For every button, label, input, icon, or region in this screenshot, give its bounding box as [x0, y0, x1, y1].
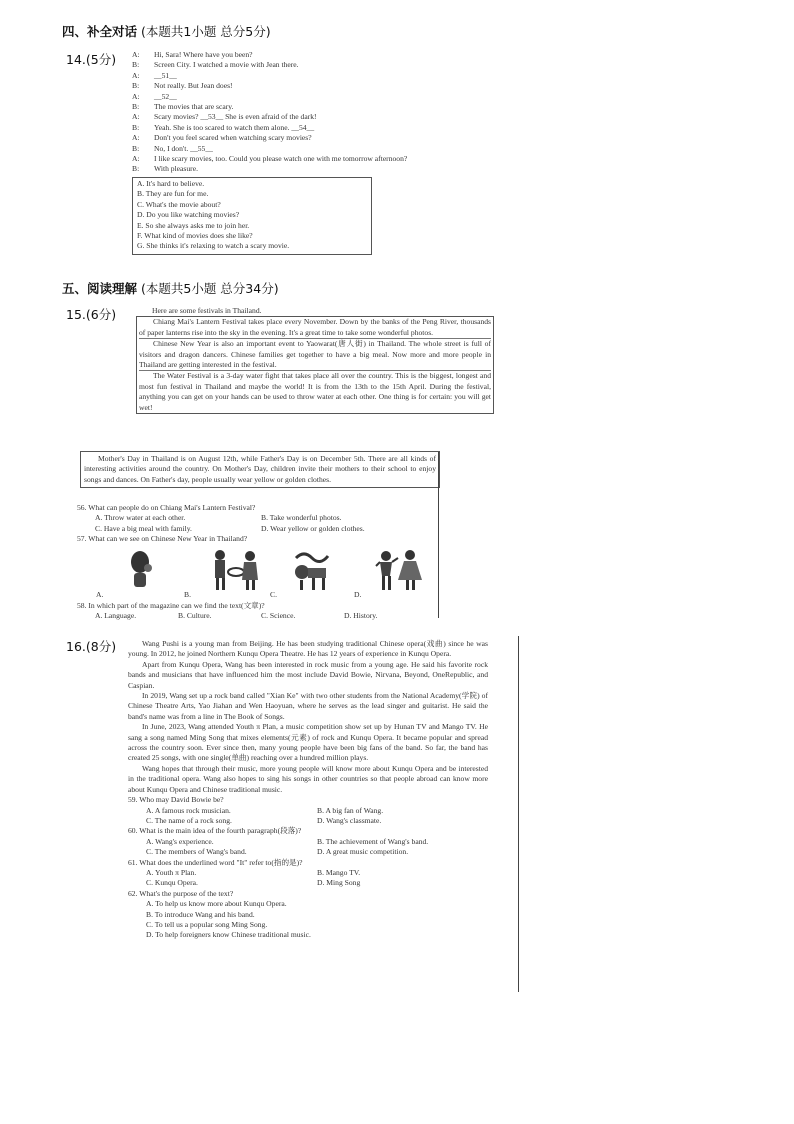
option-item: C. To tell us a popular song Ming Song. [146, 919, 268, 929]
option-item: B. A big fan of Wang. [317, 805, 384, 815]
q15-intro: Here are some festivals in Thailand. [152, 306, 262, 315]
option-item: B. Mango TV. [317, 867, 361, 877]
dialogue-line: B: With pleasure. [132, 164, 198, 174]
q15-mothers-day-box [80, 451, 440, 488]
dancers-picture-icon [372, 548, 426, 592]
passage-paragraph: In 2019, Wang set up a rock band called "Xian Ke" with two other students from the National Academy(学院) of Chinese Theatre Arts, Yao Jiahan and Wen Haoyuan, where he serves as the lead singer and guitarist. He said the band's name was from a line in The Book of Songs. [128, 691, 488, 721]
passage-paragraph: Chinese New Year is also an important event to Yaowarat(唐人街) in Thailand. The whole street is full of visitors and dragon dancers. Chinese families get together to have a big meal. Now more and more people in Thailand are getting interested in the festival. [139, 339, 491, 371]
q15-label: 15.(6分) [66, 307, 117, 322]
question-text: 58. In which part of the magazine can we find the text(文章)? [77, 601, 265, 610]
q56-block [77, 503, 427, 545]
option-letter: A. [96, 590, 104, 599]
option-item: D. To help foreigners know Chinese traditional music. [146, 930, 311, 940]
section5-heading [62, 279, 279, 297]
dialogue-line: A: __52__ [132, 91, 177, 101]
section4-heading [62, 22, 271, 40]
option-item: D. Ming Song [317, 878, 361, 888]
question-text: 59. Who may David Bowie be? [128, 795, 224, 805]
dialogue-line: B: No, I don't. __55__ [132, 143, 213, 153]
lantern-picture-icon [120, 548, 160, 592]
option-item: D. Do you like watching movies? [137, 210, 240, 220]
q16-label: 16.(8分) [66, 639, 117, 654]
option-item: D. History. [344, 611, 378, 621]
dialogue-line: B: Screen City. I watched a movie with Jean there. [132, 60, 299, 70]
q14-dialogue [132, 50, 492, 175]
q14-options-box [132, 177, 372, 255]
passage-paragraph: The Water Festival is a 3-day water fight that takes place all over the country. This is the biggest, longest and most fun festival in Thailand and maybe the world! It is from the 13th to the 15th April. During the festival, anything you can get on your hands can be used to throw water at each other. One thing is for certain: you will get wet! [139, 371, 491, 412]
dialogue-line: A: Hi, Sara! Where have you been? [132, 50, 253, 59]
question-text: 60. What is the main idea of the fourth paragraph(段落)? [128, 826, 302, 836]
option-item: B. The achievement of Wang's band. [317, 836, 429, 846]
q14-label: 14.(5分) [66, 52, 117, 67]
option-item: A. Youth π Plan. [146, 867, 197, 877]
section5-title: 五、阅读理解 [62, 281, 138, 296]
passage-paragraph: Chiang Mai's Lantern Festival takes place every November. Down by the banks of the Peng River, thousands of paper lanterns rise into the sky in the evening. It's a great time to take some wonderful photos. [139, 317, 491, 339]
option-item: A. To help us know more about Kunqu Opera. [146, 899, 287, 909]
option-item: A. Wang's experience. [146, 836, 214, 846]
option-item: D. Wang's classmate. [317, 815, 382, 825]
dialogue-line: A: I like scary movies, too. Could you please watch one with me tomorrow afternoon? [132, 154, 408, 164]
question-text: 57. What can we see on Chinese New Year in Thailand? [77, 534, 248, 544]
option-item: C. The name of a rock song. [146, 815, 232, 825]
question-text: 62. What's the purpose of the text? [128, 888, 234, 898]
question-text: 61. What does the underlined word "It" refer to(指的是)? [128, 857, 303, 867]
option-letter: B. [184, 590, 191, 599]
dialogue-line: A: __51__ [132, 70, 177, 80]
option-item: C. Have a big meal with family. [95, 523, 192, 533]
q15-passage [136, 306, 494, 414]
section5-sub: (本题共5小题 总分34分) [141, 281, 279, 296]
option-item: B. Culture. [178, 611, 212, 621]
dialogue-line: A: Don't you feel scared when watching scary movies? [132, 133, 312, 143]
section4-sub: (本题共1小题 总分5分) [141, 24, 271, 39]
option-item: C. Kunqu Opera. [146, 878, 198, 888]
option-item: E. So she always asks me to join her. [137, 220, 250, 230]
column-rule [518, 636, 519, 992]
column-rule [438, 452, 439, 618]
q16-passage [128, 639, 488, 941]
option-item: C. What's the movie about? [137, 199, 221, 209]
dialogue-line: B: The movies that are scary. [132, 102, 234, 112]
option-item: A. A famous rock musician. [146, 805, 231, 815]
option-item: B. To introduce Wang and his band. [146, 909, 255, 919]
option-item: F. What kind of movies does she like? [137, 231, 253, 241]
option-item: A. Throw water at each other. [95, 513, 186, 523]
q15-festival-box [136, 316, 494, 414]
option-item: D. A great music competition. [317, 847, 409, 857]
option-item: B. They are fun for me. [137, 189, 209, 199]
option-item: C. The members of Wang's band. [146, 847, 247, 857]
option-item: C. Science. [261, 611, 296, 621]
passage-paragraph: Apart from Kunqu Opera, Wang has been interested in rock music from a young age. He said his favorite rock bands and musicians that have influenced him the most include David Bowie, Nirvana, Beyond, OneRepublic, and Caspian. [128, 659, 488, 690]
dragon-dance-picture-icon [290, 548, 336, 592]
option-item: A. It's hard to believe. [137, 179, 205, 188]
family-meal-picture-icon [206, 548, 262, 592]
option-item: D. Wear yellow or golden clothes. [261, 523, 365, 533]
dialogue-line: A: Scary movies? __53__ She is even afraid of the dark! [132, 112, 317, 122]
q58-block [77, 601, 427, 622]
option-letter: D. [354, 590, 362, 599]
option-item: B. Take wonderful photos. [261, 513, 342, 523]
passage-paragraph: Wang Pushi is a young man from Beijing. He has been studying traditional Chinese opera(戏曲) since he was young. In 2012, he joined Northern Kunqu Opera Theatre. He has 12 years of experience in Kunqu Opera. [128, 639, 488, 659]
section4-title: 四、补全对话 [62, 24, 138, 39]
question-text: 56. What can people do on Chiang Mai's Lantern Festival? [77, 503, 256, 512]
option-item: A. Language. [95, 611, 137, 621]
dialogue-line: B: Not really. But Jean does! [132, 81, 233, 91]
passage-paragraph: In June, 2023, Wang attended Youth π Plan, a music competition show set up by Hunan TV and Mango TV. He sang a song named Ming Song that mixes elements(元素) of rock and Kunqu Opera. It became popular and spread across the country soon. Ever since then, many young people have been big fans of the band. So far, the band has created 25 songs, with one single(单曲) reaching over a hundred million plays. [128, 722, 488, 763]
option-letter: C. [270, 590, 277, 599]
passage-paragraph: Mother's Day in Thailand is on August 12th, while Father's Day is on December 5th. There are all kinds of interesting activities around the country. On Mother's Day, children invite their mothers to their school to enjoy songs and dances. On Father's day, people usually wear yellow or golden clothes. [84, 454, 436, 484]
passage-paragraph: Wang hopes that through their music, more young people will know more about Kunqu Opera and be interested in the traditional opera. Wang also hopes to sing his songs in other countries so that people abroad can know more about Kunqu Opera and Chinese traditional music. [128, 763, 488, 794]
option-item: G. She thinks it's relaxing to watch a scary movie. [137, 241, 290, 251]
dialogue-line: B: Yeah. She is too scared to watch them alone. __54__ [132, 122, 315, 132]
